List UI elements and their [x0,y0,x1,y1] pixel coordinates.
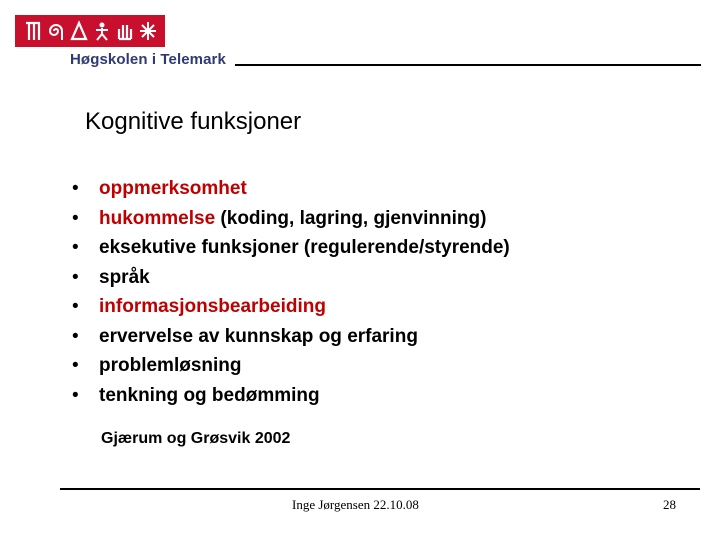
bullet-marker: • [72,325,79,347]
institution-name: Høgskolen i Telemark [70,51,226,68]
item-text: språk [99,266,150,288]
figure-glyph-icon [93,20,111,42]
star-glyph-icon [139,20,157,42]
footer-author-date: Inge Jørgensen 22.10.08 [292,497,419,512]
item-text: problemløsning [99,355,242,376]
highlighted-term: oppmerksomhet [99,178,247,199]
page-number: 28 [663,497,676,512]
bullet-marker: • [72,296,79,317]
bullet-marker: • [72,237,79,258]
slide-title: Kognitive funksjoner [85,108,302,135]
bullet-marker: • [72,355,79,376]
hand-glyph-icon [116,20,134,42]
highlighted-term: hukommelse [99,207,216,229]
bullet-marker: • [72,178,79,199]
bullet-marker: • [72,384,79,406]
item-text: eksekutive funksjoner (regulerende/styrende) [99,237,510,258]
item-text: ervervelse av kunnskap og erfaring [99,325,418,347]
bullet-marker: • [72,207,79,229]
header-divider [235,64,701,66]
tally-glyph-icon [24,20,42,42]
triangle-glyph-icon [70,20,88,42]
institution-logo [15,15,165,47]
bullet-marker: • [72,266,79,288]
footer-divider [60,488,700,490]
citation: Gjærum og Grøsvik 2002 [101,430,291,447]
spiral-glyph-icon [47,20,65,42]
item-text: tenkning og bedømming [99,384,320,406]
highlighted-term: informasjonsbearbeiding [99,296,326,317]
item-text: (koding, lagring, gjenvinning) [215,207,487,229]
